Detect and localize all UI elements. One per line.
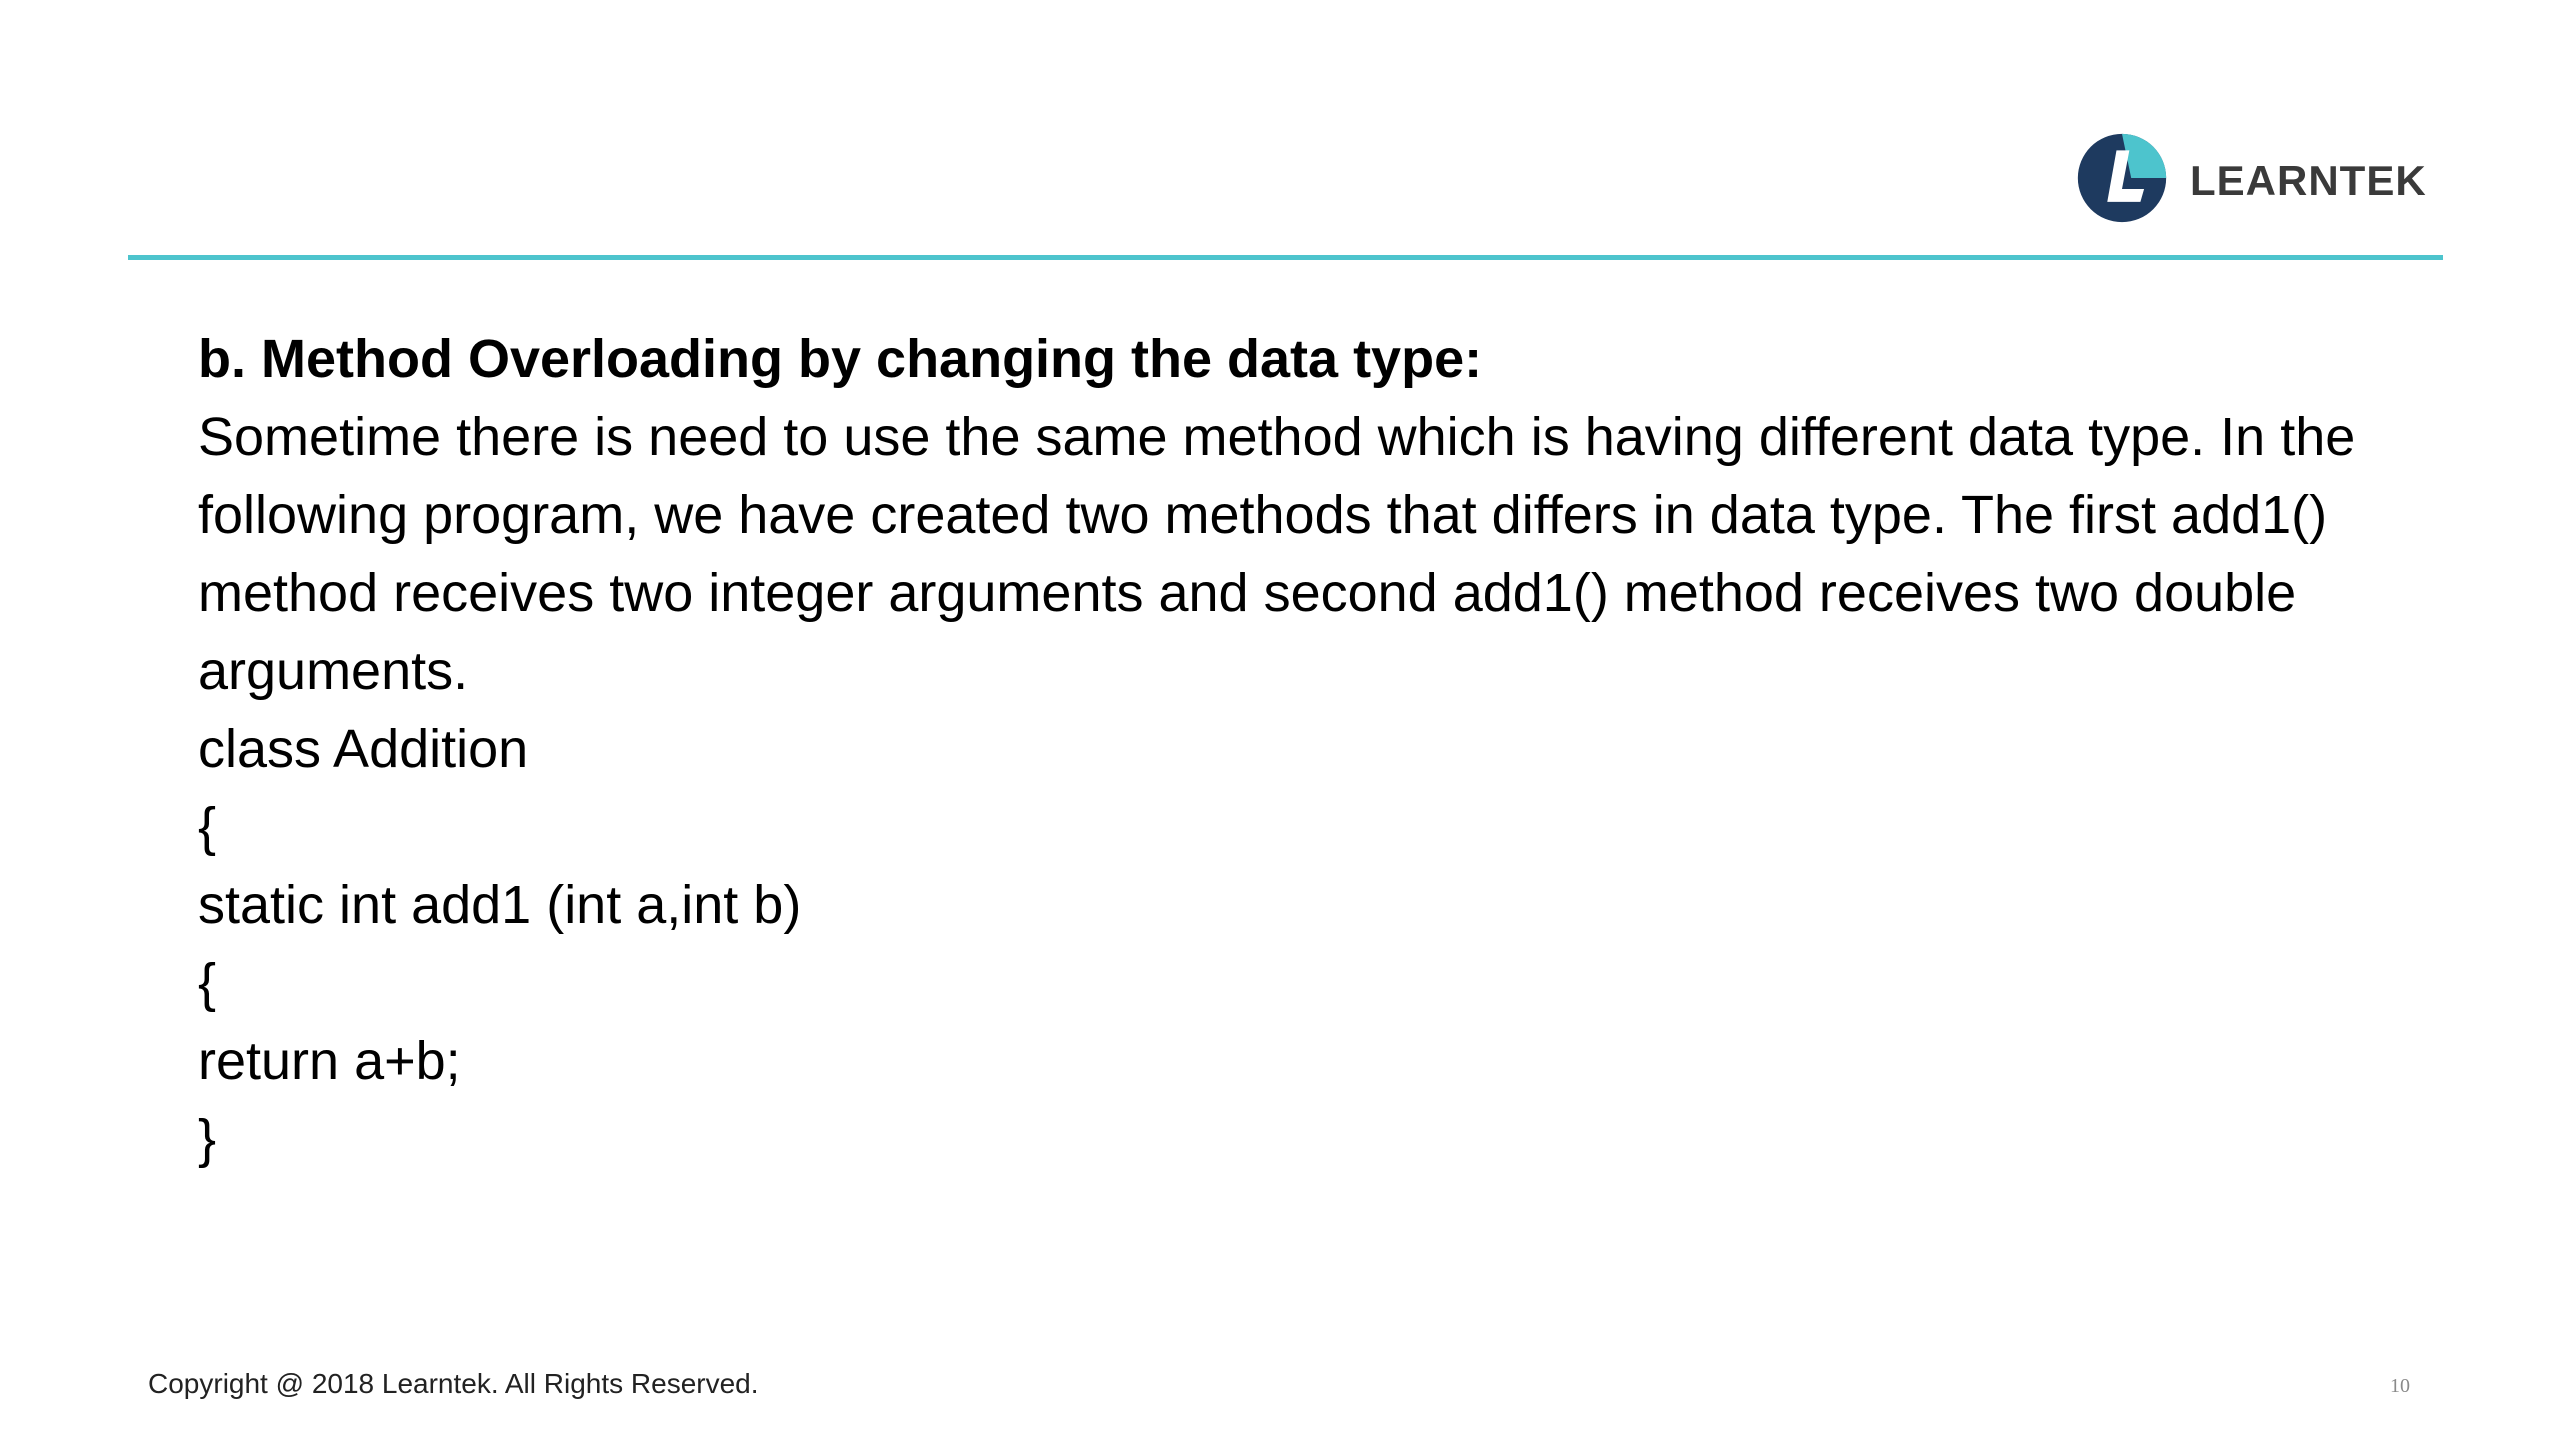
logo-wordmark: LEARNTEK <box>2190 157 2427 204</box>
copyright-notice: Copyright @ 2018 Learntek. All Rights Reserved. <box>148 1368 759 1399</box>
section-heading: b. Method Overloading by changing the data type: <box>198 329 1483 389</box>
page-number: 10 <box>2390 1375 2410 1397</box>
code-block <box>198 710 2378 1178</box>
code-line: } <box>198 1109 217 1169</box>
code-line: class Addition <box>198 719 529 779</box>
code-line: static int add1 (int a,int b) <box>198 875 802 935</box>
learntek-logo <box>2076 128 2427 228</box>
code-line: { <box>198 953 217 1013</box>
learntek-logo-icon <box>2076 132 2168 224</box>
body-paragraph: Sometime there is need to use the same method which is having different data type. In the following program, we have created two methods that differs in data type. The first add1() method receives two integer arguments and second add1() method receives two double arguments. <box>198 407 2356 701</box>
code-line: { <box>198 797 217 857</box>
slide-content <box>198 320 2378 1178</box>
header-divider <box>128 255 2443 260</box>
code-line: return a+b; <box>198 1031 461 1091</box>
